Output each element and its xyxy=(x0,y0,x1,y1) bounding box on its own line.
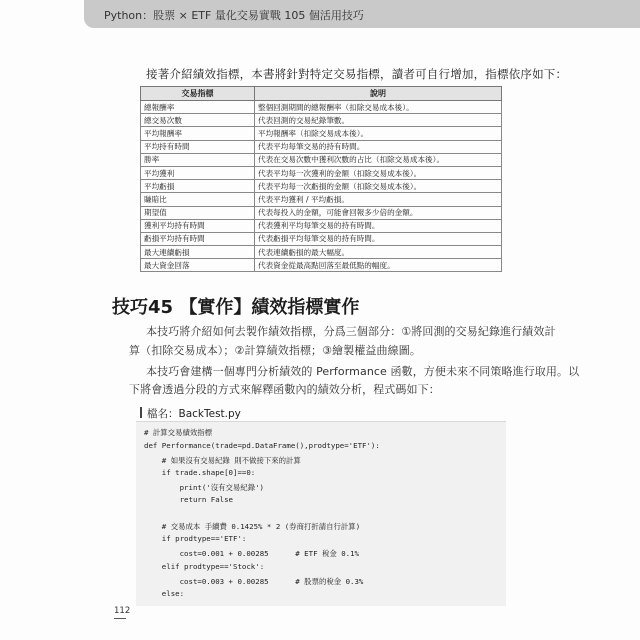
metrics-table xyxy=(140,86,502,272)
section-title: 技巧45 【實作】績效指標實作 xyxy=(112,297,360,318)
metric-name-cell: 平均持有時間 xyxy=(141,140,255,153)
table-row xyxy=(141,246,502,259)
metric-description-cell: 代表獲利平均每筆交易的持有時間。 xyxy=(255,219,502,232)
table-row xyxy=(141,219,502,232)
metrics-table-body xyxy=(141,101,502,272)
metric-name-cell: 勝率 xyxy=(141,153,255,166)
table-row xyxy=(141,127,502,140)
metric-description-cell: 代表平均每一次虧損的金額（扣除交易成本後）。 xyxy=(255,180,502,193)
code-line: if trade.shape[0]==0: xyxy=(144,468,256,477)
metric-name-cell: 平均報酬率 xyxy=(141,127,255,140)
metric-name-cell: 總交易次數 xyxy=(141,114,255,127)
page-number: 112 xyxy=(114,606,131,616)
table-row xyxy=(141,232,502,245)
column-header: 交易指標 xyxy=(141,87,255,101)
file-marker-bar xyxy=(140,407,142,418)
metric-description-cell: 代表連續虧損的最大幅度。 xyxy=(255,246,502,259)
table-row xyxy=(141,153,502,166)
metric-name-cell: 最大連續虧損 xyxy=(141,246,255,259)
table-row xyxy=(141,114,502,127)
table-row xyxy=(141,180,502,193)
metric-description-cell: 整個回測期間的總報酬率（扣除交易成本後）。 xyxy=(255,101,502,114)
metric-description-cell: 代表回測的交易紀錄筆數。 xyxy=(255,114,502,127)
code-line: # 計算交易績效指標 xyxy=(144,428,213,437)
metric-description-cell: 平均報酬率（扣除交易成本後）。 xyxy=(255,127,502,140)
metric-name-cell: 最大資金回落 xyxy=(141,259,255,272)
table-row xyxy=(141,166,502,179)
column-header: 說明 xyxy=(255,87,502,101)
code-line: def Performance(trade=pd.DataFrame(),prodtype='ETF'): xyxy=(144,441,380,450)
metric-name-cell: 總報酬率 xyxy=(141,101,255,114)
metric-description-cell: 代表資金從最高點回落至最低點的幅度。 xyxy=(255,259,502,272)
metric-description-cell: 代表在交易次數中獲利次數的占比（扣除交易成本後）。 xyxy=(255,153,502,166)
file-label: 檔名：BackTest.py xyxy=(147,408,241,420)
paragraph-line: 本技巧將介紹如何去製作績效指標，分爲三個部分：①將回測的交易紀錄進行績效計 xyxy=(146,325,556,338)
book-title: Python：股票 × ETF 量化交易實戰 105 個活用技巧 xyxy=(104,9,364,22)
table-header-row xyxy=(141,87,502,101)
table-row xyxy=(141,140,502,153)
intro-text: 接著介紹績效指標，本書將針對特定交易指標，讀者可自行增加，指標依序如下： xyxy=(146,67,568,81)
metric-name-cell: 平均獲利 xyxy=(141,166,255,179)
table-row xyxy=(141,101,502,114)
code-line: if prodtype=='ETF': xyxy=(144,534,247,543)
code-line: # 如果沒有交易紀錄 則不做接下來的計算 xyxy=(144,456,301,465)
code-line: elif prodtype=='Stock': xyxy=(144,562,265,571)
metric-description-cell: 代表每投入的金額，可能會回報多少倍的金額。 xyxy=(255,206,502,219)
page-number-underline xyxy=(114,618,126,619)
code-line: return False xyxy=(144,495,233,504)
metric-name-cell: 獲利平均持有時間 xyxy=(141,219,255,232)
paragraph-line: 下將會透過分段的方式來解釋函數內的績效分析，程式碼如下： xyxy=(129,383,440,396)
metric-description-cell: 代表平均獲利 / 平均虧損。 xyxy=(255,193,502,206)
code-line: print('沒有交易紀錄') xyxy=(144,483,264,492)
code-line: else: xyxy=(144,589,185,598)
code-block xyxy=(136,421,506,606)
metric-description-cell: 代表虧損平均每筆交易的持有時間。 xyxy=(255,232,502,245)
paragraph-line: 本技巧會建構一個專門分析績效的 Performance 函數，方便未來不同策略進行取用。以 xyxy=(146,365,580,378)
code-line: cost=0.003 + 0.00285 # 股票的稅金 0.3% xyxy=(144,577,364,586)
paragraph-line: 算（扣除交易成本）；②計算績效指標；③繪製權益曲線圖。 xyxy=(129,344,421,357)
metric-name-cell: 賺賠比 xyxy=(141,193,255,206)
metric-description-cell: 代表平均每一次獲利的金額（扣除交易成本後）。 xyxy=(255,166,502,179)
file-label-bar xyxy=(140,406,241,421)
running-header xyxy=(84,0,640,28)
code-line: # 交易成本 手續費 0.1425% * 2 (券商打折請自行計算) xyxy=(144,522,361,531)
metric-description-cell: 代表平均每筆交易的持有時間。 xyxy=(255,140,502,153)
table-row xyxy=(141,193,502,206)
metric-name-cell: 平均虧損 xyxy=(141,180,255,193)
metric-name-cell: 期望值 xyxy=(141,206,255,219)
table-row xyxy=(141,206,502,219)
table-row xyxy=(141,259,502,272)
code-line: cost=0.001 + 0.00285 # ETF 稅金 0.1% xyxy=(144,549,360,558)
metric-name-cell: 虧損平均持有時間 xyxy=(141,232,255,245)
